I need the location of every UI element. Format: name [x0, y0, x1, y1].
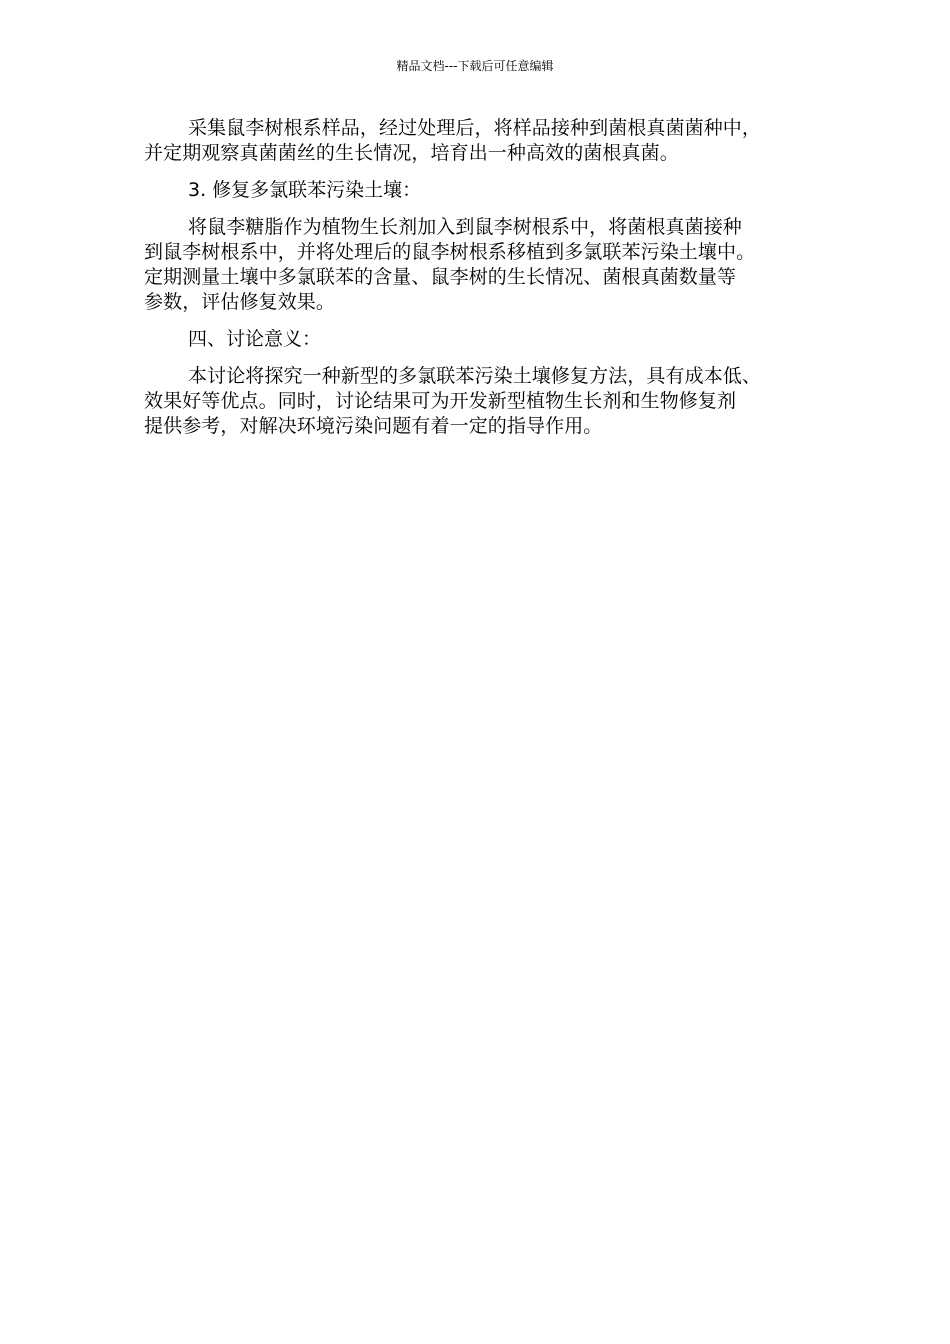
paragraph-line: 并定期观察真菌菌丝的生长情况，培育出一种高效的菌根真菌。 — [144, 142, 679, 164]
paragraph-significance — [144, 364, 808, 439]
paragraph-line: 定期测量土壤中多氯联苯的含量、鼠李树的生长情况、菌根真菌数量等 — [144, 266, 737, 288]
paragraph-remediation-method — [144, 215, 808, 315]
paragraph-line: 参数，评估修复效果。 — [144, 291, 336, 313]
paragraph-line: 效果好等优点。同时，讨论结果可为开发新型植物生长剂和生物修复剂 — [144, 390, 737, 412]
paragraph-line: 到鼠李树根系中，并将处理后的鼠李树根系移植到多氯联苯污染土壤中。 — [144, 241, 756, 263]
section-heading-significance: 四、讨论意义： — [188, 328, 322, 350]
page-header: 精品文档---下载后可任意编辑 — [396, 59, 554, 73]
paragraph-line: 将鼠李糖脂作为植物生长剂加入到鼠李树根系中，将菌根真菌接种 — [188, 216, 742, 238]
paragraph-line: 本讨论将探究一种新型的多氯联苯污染土壤修复方法，具有成本低、 — [188, 365, 762, 387]
section-heading-remediation: 3. 修复多氯联苯污染土壤： — [188, 179, 422, 201]
paragraph-line: 采集鼠李树根系样品，经过处理后，将样品接种到菌根真菌菌种中， — [188, 117, 762, 139]
document-body — [144, 116, 808, 451]
paragraph-line: 提供参考，对解决环境污染问题有着一定的指导作用。 — [144, 415, 603, 437]
paragraph-culture-method — [144, 116, 808, 166]
